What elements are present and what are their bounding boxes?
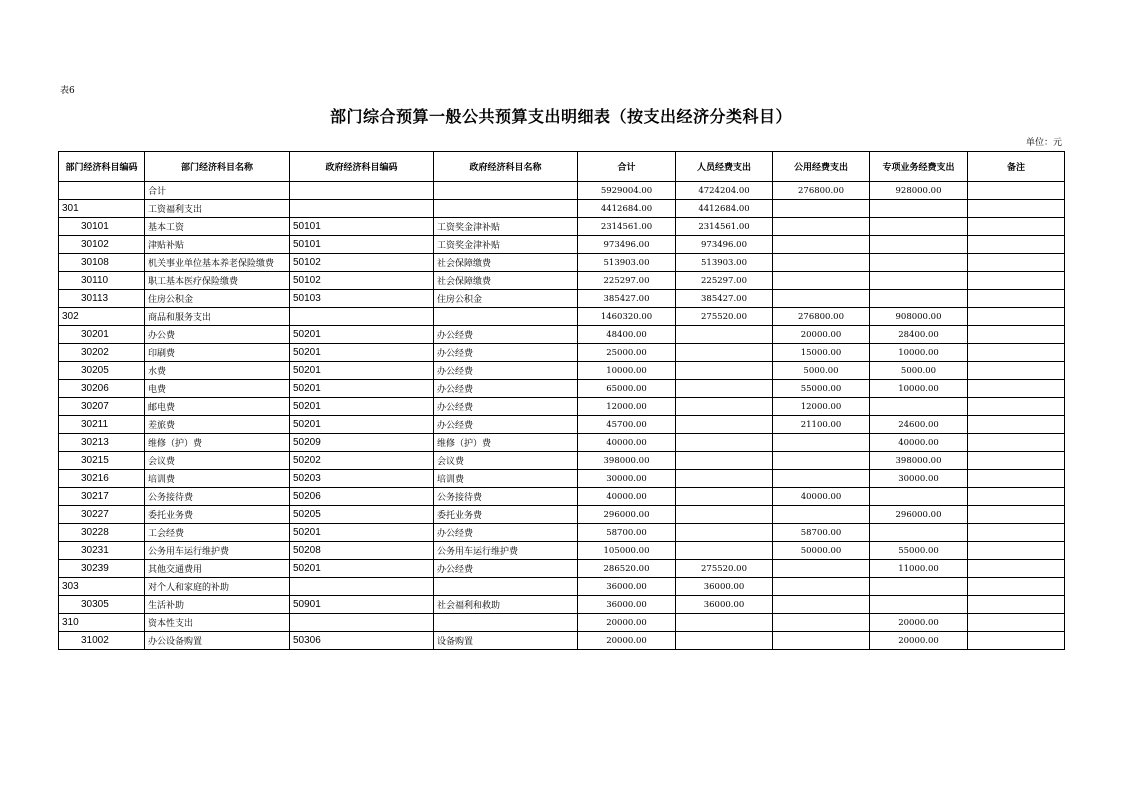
- table-row: [59, 398, 1065, 416]
- cell-total: 4412684.00: [578, 200, 676, 218]
- cell-dept-name: 生活补助: [145, 596, 290, 614]
- cell-note: [968, 452, 1065, 470]
- cell-gov-name: 办公经费: [434, 524, 578, 542]
- cell-special: [870, 596, 968, 614]
- cell-gov-name: 设备购置: [434, 632, 578, 650]
- cell-special: [870, 290, 968, 308]
- cell-personnel: 513903.00: [676, 254, 773, 272]
- table-row: [59, 326, 1065, 344]
- cell-gov-code: 50203: [290, 470, 434, 488]
- cell-total: 286520.00: [578, 560, 676, 578]
- cell-gov-code: 50201: [290, 326, 434, 344]
- cell-gov-name: [434, 578, 578, 596]
- cell-dept-code: 30202: [59, 344, 145, 362]
- header-note: 备注: [968, 152, 1065, 182]
- cell-dept-code: 30110: [59, 272, 145, 290]
- cell-dept-name: 对个人和家庭的补助: [145, 578, 290, 596]
- cell-total: 20000.00: [578, 614, 676, 632]
- cell-special: [870, 578, 968, 596]
- cell-personnel: 973496.00: [676, 236, 773, 254]
- cell-note: [968, 182, 1065, 200]
- cell-gov-code: 50201: [290, 398, 434, 416]
- cell-dept-name: 办公设备购置: [145, 632, 290, 650]
- cell-gov-code: 50206: [290, 488, 434, 506]
- table-row: [59, 290, 1065, 308]
- cell-personnel: 275520.00: [676, 308, 773, 326]
- cell-gov-name: [434, 200, 578, 218]
- cell-gov-code: 50209: [290, 434, 434, 452]
- cell-special: 5000.00: [870, 362, 968, 380]
- cell-gov-code: 50102: [290, 254, 434, 272]
- cell-total: 25000.00: [578, 344, 676, 362]
- cell-dept-name: 办公费: [145, 326, 290, 344]
- cell-gov-code: 50102: [290, 272, 434, 290]
- cell-gov-name: 办公经费: [434, 362, 578, 380]
- cell-special: 28400.00: [870, 326, 968, 344]
- cell-personnel: [676, 632, 773, 650]
- cell-total: 5929004.00: [578, 182, 676, 200]
- cell-dept-code: 30305: [59, 596, 145, 614]
- cell-public: 20000.00: [773, 326, 870, 344]
- cell-gov-name: 委托业务费: [434, 506, 578, 524]
- cell-public: 58700.00: [773, 524, 870, 542]
- cell-public: 5000.00: [773, 362, 870, 380]
- cell-public: [773, 632, 870, 650]
- cell-dept-name: 资本性支出: [145, 614, 290, 632]
- cell-special: 55000.00: [870, 542, 968, 560]
- cell-special: [870, 488, 968, 506]
- cell-gov-code: 50201: [290, 560, 434, 578]
- cell-gov-code: 50101: [290, 236, 434, 254]
- cell-gov-code: 50201: [290, 344, 434, 362]
- cell-gov-name: 住房公积金: [434, 290, 578, 308]
- table-row: [59, 236, 1065, 254]
- table-row: [59, 434, 1065, 452]
- cell-personnel: 275520.00: [676, 560, 773, 578]
- cell-special: 24600.00: [870, 416, 968, 434]
- cell-special: 11000.00: [870, 560, 968, 578]
- cell-gov-name: 工资奖金津补贴: [434, 218, 578, 236]
- cell-dept-name: 会议费: [145, 452, 290, 470]
- cell-dept-code: 30211: [59, 416, 145, 434]
- cell-public: [773, 200, 870, 218]
- cell-dept-code: 30231: [59, 542, 145, 560]
- table-row: [59, 632, 1065, 650]
- cell-dept-code: 30228: [59, 524, 145, 542]
- cell-gov-code: 50101: [290, 218, 434, 236]
- cell-dept-name: 水费: [145, 362, 290, 380]
- header-dept-name: 部门经济科目名称: [145, 152, 290, 182]
- cell-total: 973496.00: [578, 236, 676, 254]
- cell-personnel: 225297.00: [676, 272, 773, 290]
- cell-public: 40000.00: [773, 488, 870, 506]
- cell-total: 40000.00: [578, 488, 676, 506]
- table-row: [59, 416, 1065, 434]
- cell-gov-code: 50901: [290, 596, 434, 614]
- cell-gov-code: 50103: [290, 290, 434, 308]
- cell-total: 398000.00: [578, 452, 676, 470]
- cell-dept-code: 301: [59, 200, 145, 218]
- cell-gov-code: [290, 182, 434, 200]
- cell-special: 928000.00: [870, 182, 968, 200]
- cell-note: [968, 290, 1065, 308]
- cell-personnel: [676, 506, 773, 524]
- cell-dept-name: 电费: [145, 380, 290, 398]
- cell-gov-name: [434, 614, 578, 632]
- table-row: [59, 506, 1065, 524]
- cell-dept-code: 31002: [59, 632, 145, 650]
- cell-total: 48400.00: [578, 326, 676, 344]
- cell-personnel: [676, 434, 773, 452]
- cell-personnel: [676, 344, 773, 362]
- cell-dept-name: 合计: [145, 182, 290, 200]
- cell-total: 12000.00: [578, 398, 676, 416]
- cell-gov-name: 办公经费: [434, 326, 578, 344]
- cell-gov-code: 50202: [290, 452, 434, 470]
- header-personnel: 人员经费支出: [676, 152, 773, 182]
- cell-note: [968, 506, 1065, 524]
- cell-gov-name: 办公经费: [434, 416, 578, 434]
- cell-gov-name: 办公经费: [434, 380, 578, 398]
- cell-note: [968, 218, 1065, 236]
- cell-total: 58700.00: [578, 524, 676, 542]
- cell-public: 276800.00: [773, 182, 870, 200]
- cell-dept-code: 30201: [59, 326, 145, 344]
- cell-special: 40000.00: [870, 434, 968, 452]
- cell-note: [968, 326, 1065, 344]
- cell-note: [968, 578, 1065, 596]
- cell-total: 1460320.00: [578, 308, 676, 326]
- cell-note: [968, 344, 1065, 362]
- cell-public: [773, 434, 870, 452]
- cell-dept-name: 基本工资: [145, 218, 290, 236]
- page-title: 部门综合预算一般公共预算支出明细表（按支出经济分类科目）: [329, 107, 792, 126]
- cell-public: 55000.00: [773, 380, 870, 398]
- cell-personnel: [676, 398, 773, 416]
- cell-public: 12000.00: [773, 398, 870, 416]
- cell-gov-code: 50208: [290, 542, 434, 560]
- cell-personnel: [676, 470, 773, 488]
- cell-gov-code: [290, 578, 434, 596]
- cell-personnel: 385427.00: [676, 290, 773, 308]
- cell-gov-name: 公务接待费: [434, 488, 578, 506]
- cell-public: [773, 254, 870, 272]
- cell-note: [968, 380, 1065, 398]
- cell-note: [968, 614, 1065, 632]
- table-row: [59, 218, 1065, 236]
- table-body: [59, 182, 1065, 650]
- cell-public: [773, 236, 870, 254]
- cell-special: 20000.00: [870, 614, 968, 632]
- table-row: [59, 182, 1065, 200]
- cell-total: 36000.00: [578, 578, 676, 596]
- cell-public: [773, 452, 870, 470]
- cell-gov-code: 50201: [290, 524, 434, 542]
- cell-personnel: [676, 542, 773, 560]
- cell-personnel: [676, 488, 773, 506]
- cell-dept-name: 邮电费: [145, 398, 290, 416]
- cell-personnel: [676, 452, 773, 470]
- budget-detail-table: [58, 151, 1065, 650]
- cell-total: 45700.00: [578, 416, 676, 434]
- table-row: [59, 308, 1065, 326]
- cell-personnel: [676, 326, 773, 344]
- cell-gov-code: [290, 614, 434, 632]
- cell-personnel: [676, 614, 773, 632]
- cell-special: [870, 236, 968, 254]
- cell-gov-name: 社会保障缴费: [434, 272, 578, 290]
- cell-dept-name: 公务接待费: [145, 488, 290, 506]
- cell-note: [968, 362, 1065, 380]
- table-row: [59, 362, 1065, 380]
- header-dept-code: 部门经济科目编码: [59, 152, 145, 182]
- table-row: [59, 524, 1065, 542]
- cell-public: [773, 560, 870, 578]
- header-total: 合计: [578, 152, 676, 182]
- cell-dept-code: 30113: [59, 290, 145, 308]
- cell-personnel: [676, 380, 773, 398]
- cell-gov-code: 50205: [290, 506, 434, 524]
- cell-note: [968, 542, 1065, 560]
- cell-personnel: 4412684.00: [676, 200, 773, 218]
- cell-public: [773, 470, 870, 488]
- cell-dept-code: 302: [59, 308, 145, 326]
- table-row: [59, 272, 1065, 290]
- cell-gov-name: 维修（护）费: [434, 434, 578, 452]
- cell-total: 296000.00: [578, 506, 676, 524]
- cell-dept-code: 30217: [59, 488, 145, 506]
- cell-gov-code: 50201: [290, 380, 434, 398]
- cell-total: 30000.00: [578, 470, 676, 488]
- cell-dept-name: 委托业务费: [145, 506, 290, 524]
- cell-dept-name: 差旅费: [145, 416, 290, 434]
- table-row: [59, 452, 1065, 470]
- cell-dept-code: 30102: [59, 236, 145, 254]
- cell-dept-name: 工会经费: [145, 524, 290, 542]
- cell-dept-name: 培训费: [145, 470, 290, 488]
- cell-special: 30000.00: [870, 470, 968, 488]
- unit-label: 单位：元: [1025, 138, 1062, 148]
- cell-special: [870, 524, 968, 542]
- cell-personnel: [676, 416, 773, 434]
- cell-gov-name: 社会福利和救助: [434, 596, 578, 614]
- cell-gov-code: 50306: [290, 632, 434, 650]
- table-row: [59, 254, 1065, 272]
- cell-note: [968, 524, 1065, 542]
- cell-gov-name: 工资奖金津补贴: [434, 236, 578, 254]
- cell-special: [870, 254, 968, 272]
- cell-special: 398000.00: [870, 452, 968, 470]
- cell-note: [968, 398, 1065, 416]
- cell-gov-name: 办公经费: [434, 560, 578, 578]
- cell-dept-code: 30213: [59, 434, 145, 452]
- cell-gov-code: [290, 308, 434, 326]
- cell-dept-name: 职工基本医疗保险缴费: [145, 272, 290, 290]
- cell-special: 10000.00: [870, 344, 968, 362]
- cell-public: [773, 290, 870, 308]
- header-special: 专项业务经费支出: [870, 152, 968, 182]
- cell-special: [870, 272, 968, 290]
- cell-dept-code: 30108: [59, 254, 145, 272]
- header-gov-code: 政府经济科目编码: [290, 152, 434, 182]
- cell-public: [773, 506, 870, 524]
- cell-special: [870, 200, 968, 218]
- cell-public: [773, 614, 870, 632]
- cell-note: [968, 488, 1065, 506]
- cell-total: 40000.00: [578, 434, 676, 452]
- cell-gov-code: 50201: [290, 362, 434, 380]
- table-header-row: [59, 152, 1065, 182]
- cell-note: [968, 308, 1065, 326]
- table-row: [59, 614, 1065, 632]
- cell-personnel: 2314561.00: [676, 218, 773, 236]
- cell-dept-code: 30215: [59, 452, 145, 470]
- table-row: [59, 560, 1065, 578]
- cell-dept-code: 30227: [59, 506, 145, 524]
- cell-dept-code: 30101: [59, 218, 145, 236]
- cell-gov-name: 公务用车运行维护费: [434, 542, 578, 560]
- table-row: [59, 470, 1065, 488]
- cell-gov-name: [434, 308, 578, 326]
- cell-dept-code: [59, 182, 145, 200]
- cell-dept-code: 303: [59, 578, 145, 596]
- cell-total: 385427.00: [578, 290, 676, 308]
- cell-special: 10000.00: [870, 380, 968, 398]
- cell-gov-name: 办公经费: [434, 344, 578, 362]
- cell-dept-code: 310: [59, 614, 145, 632]
- cell-dept-name: 工资福利支出: [145, 200, 290, 218]
- cell-note: [968, 434, 1065, 452]
- cell-public: [773, 596, 870, 614]
- cell-dept-name: 商品和服务支出: [145, 308, 290, 326]
- table-row: [59, 542, 1065, 560]
- cell-special: 20000.00: [870, 632, 968, 650]
- cell-public: 50000.00: [773, 542, 870, 560]
- cell-total: 65000.00: [578, 380, 676, 398]
- cell-dept-code: 30239: [59, 560, 145, 578]
- cell-dept-code: 30207: [59, 398, 145, 416]
- cell-note: [968, 470, 1065, 488]
- cell-total: 36000.00: [578, 596, 676, 614]
- table-row: [59, 200, 1065, 218]
- cell-special: [870, 398, 968, 416]
- cell-total: 2314561.00: [578, 218, 676, 236]
- cell-note: [968, 236, 1065, 254]
- cell-personnel: 4724204.00: [676, 182, 773, 200]
- cell-dept-name: 公务用车运行维护费: [145, 542, 290, 560]
- cell-public: 276800.00: [773, 308, 870, 326]
- cell-note: [968, 416, 1065, 434]
- cell-personnel: 36000.00: [676, 578, 773, 596]
- cell-note: [968, 200, 1065, 218]
- cell-public: 21100.00: [773, 416, 870, 434]
- cell-public: [773, 272, 870, 290]
- table-number-label: 表6: [60, 86, 75, 96]
- header-gov-name: 政府经济科目名称: [434, 152, 578, 182]
- cell-gov-name: [434, 182, 578, 200]
- cell-public: 15000.00: [773, 344, 870, 362]
- cell-note: [968, 596, 1065, 614]
- cell-gov-name: 培训费: [434, 470, 578, 488]
- cell-public: [773, 218, 870, 236]
- cell-gov-name: 社会保障缴费: [434, 254, 578, 272]
- cell-total: 105000.00: [578, 542, 676, 560]
- cell-total: 513903.00: [578, 254, 676, 272]
- table-row: [59, 578, 1065, 596]
- cell-dept-name: 印刷费: [145, 344, 290, 362]
- cell-dept-name: 其他交通费用: [145, 560, 290, 578]
- cell-dept-name: 津贴补贴: [145, 236, 290, 254]
- cell-dept-code: 30205: [59, 362, 145, 380]
- table-row: [59, 380, 1065, 398]
- cell-note: [968, 272, 1065, 290]
- table-row: [59, 344, 1065, 362]
- cell-total: 20000.00: [578, 632, 676, 650]
- cell-dept-name: 维修（护）费: [145, 434, 290, 452]
- cell-gov-code: 50201: [290, 416, 434, 434]
- cell-dept-code: 30216: [59, 470, 145, 488]
- cell-dept-name: 住房公积金: [145, 290, 290, 308]
- cell-dept-name: 机关事业单位基本养老保险缴费: [145, 254, 290, 272]
- cell-dept-code: 30206: [59, 380, 145, 398]
- cell-special: 908000.00: [870, 308, 968, 326]
- cell-gov-name: 会议费: [434, 452, 578, 470]
- cell-total: 225297.00: [578, 272, 676, 290]
- cell-note: [968, 632, 1065, 650]
- cell-public: [773, 578, 870, 596]
- cell-note: [968, 560, 1065, 578]
- cell-personnel: 36000.00: [676, 596, 773, 614]
- cell-personnel: [676, 524, 773, 542]
- cell-special: [870, 218, 968, 236]
- cell-total: 10000.00: [578, 362, 676, 380]
- cell-note: [968, 254, 1065, 272]
- cell-special: 296000.00: [870, 506, 968, 524]
- table-row: [59, 596, 1065, 614]
- cell-gov-name: 办公经费: [434, 398, 578, 416]
- cell-gov-code: [290, 200, 434, 218]
- table-row: [59, 488, 1065, 506]
- header-public: 公用经费支出: [773, 152, 870, 182]
- cell-personnel: [676, 362, 773, 380]
